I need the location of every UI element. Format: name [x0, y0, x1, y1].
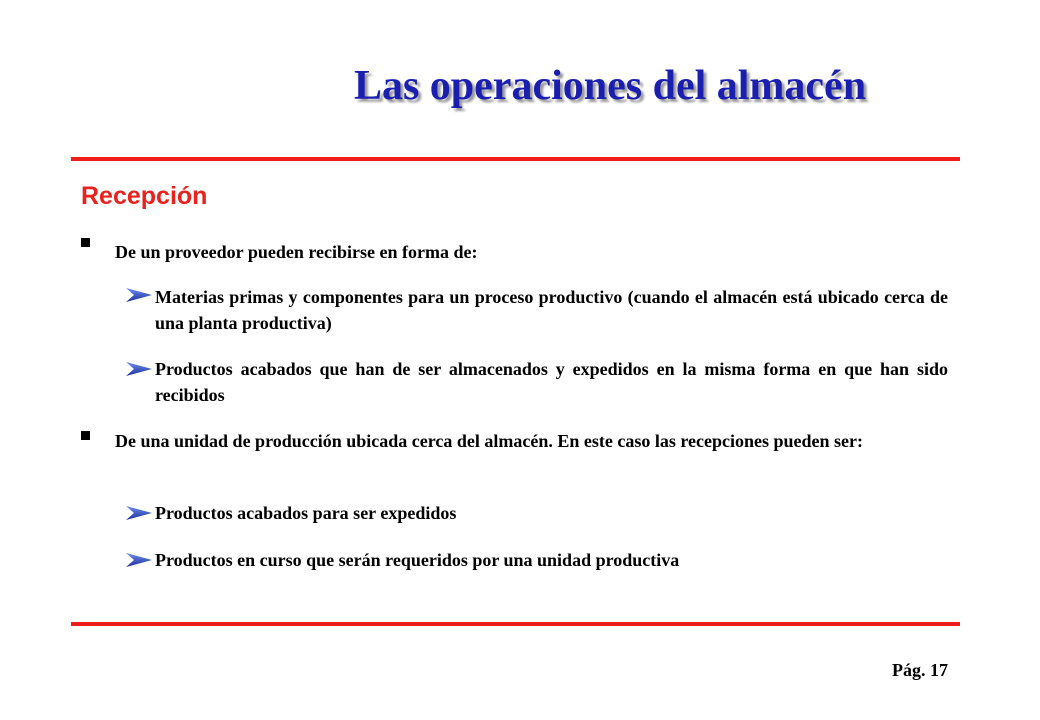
square-bullet-icon: [81, 431, 90, 440]
sub-item-materias-primas: Materias primas y componentes para un proceso productivo (cuando el almacén está ubicado cerca de una planta productiva): [155, 287, 948, 333]
arrow-bullet-icon: [126, 553, 152, 567]
square-bullet-icon: [81, 238, 90, 247]
bullet-item-unidad-produccion: De una unidad de producción ubicada cerca del almacén. En este caso las recepciones pueden ser:: [115, 431, 864, 451]
arrow-bullet-icon: [126, 506, 152, 520]
sub-item-productos-acabados-almacenados: Productos acabados que han de ser almacenados y expedidos en la misma forma en que han sido recibidos: [155, 359, 948, 405]
arrow-bullet-icon: [126, 362, 152, 376]
slide-title: Las operaciones del almacén: [353, 63, 867, 109]
section-title: Recepción: [81, 182, 208, 210]
sub-item-productos-en-curso: Productos en curso que serán requeridos por una unidad productiva: [155, 550, 680, 570]
arrow-bullet-icon: [126, 288, 152, 302]
bullet-item-proveedor: De un proveedor pueden recibirse en forma de:: [115, 242, 478, 262]
sub-item-productos-expedidos: Productos acabados para ser expedidos: [155, 503, 457, 523]
bottom-divider: [71, 622, 960, 626]
page-number: Pág. 17: [892, 660, 948, 680]
top-divider: [71, 157, 960, 161]
